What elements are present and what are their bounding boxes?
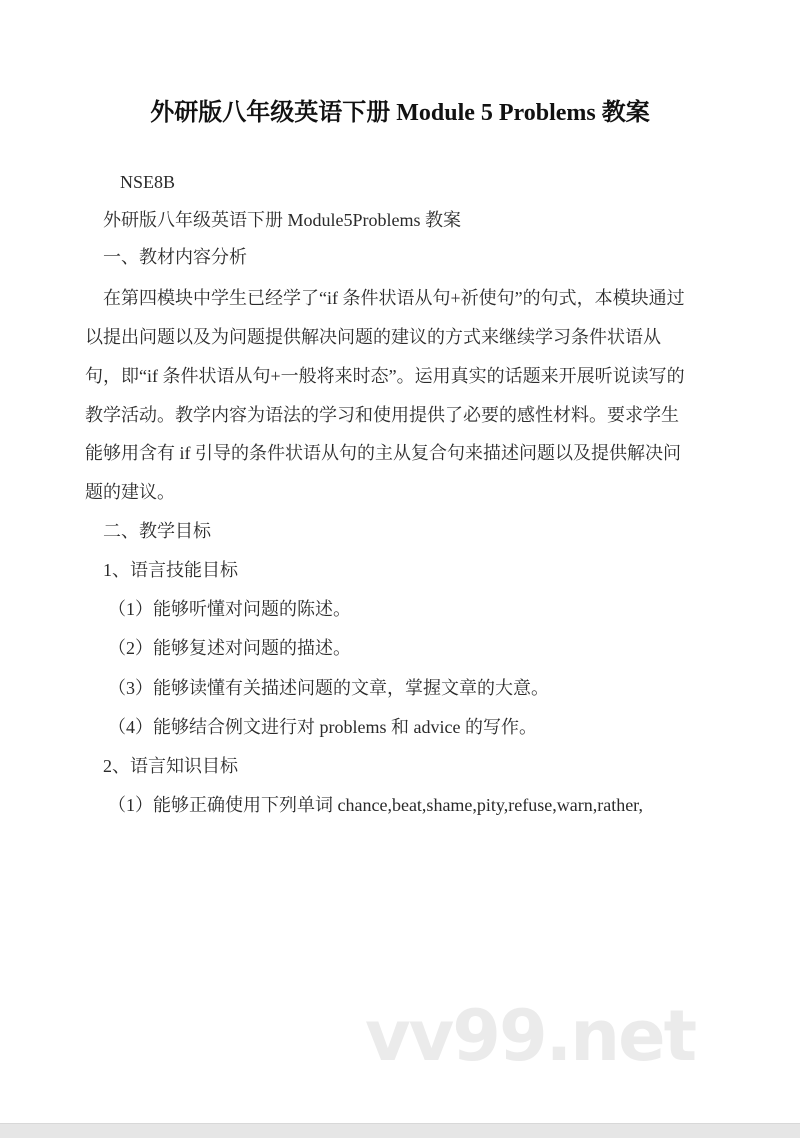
document-title: 外研版八年级英语下册 Module 5 Problems 教案: [150, 100, 650, 126]
section-heading: 二、教学目标: [103, 521, 211, 541]
section-heading: 一、教材内容分析: [103, 247, 247, 267]
paragraph-line: 能够用含有 if 引导的条件状语从句的主从复合句来描述问题以及提供解决问: [85, 443, 681, 463]
list-item: （1）能够正确使用下列单词 chance,beat,shame,pity,refuse,warn,rather,: [108, 795, 643, 815]
document-code: NSE8B: [120, 172, 176, 192]
list-item: （3）能够读懂有关描述问题的文章，掌握文章的大意。: [108, 678, 549, 698]
list-item: （4）能够结合例文进行对 problems 和 advice 的写作。: [108, 717, 537, 737]
paragraph-line: 句，即“if 条件状语从句+一般将来时态”。运用真实的话题来开展听说读写的: [85, 366, 685, 386]
subsection-heading: 1、语言技能目标: [103, 560, 238, 580]
list-item: （1）能够听懂对问题的陈述。: [108, 599, 351, 619]
page-bottom-edge: [0, 1123, 800, 1138]
paragraph-line: 在第四模块中学生已经学了“if 条件状语从句+祈使句”的句式，本模块通过: [103, 288, 685, 308]
paragraph-line: 教学活动。教学内容为语法的学习和使用提供了必要的感性材料。要求学生: [85, 405, 679, 425]
document-subtitle: 外研版八年级英语下册 Module5Problems 教案: [103, 210, 461, 230]
paragraph-line: 题的建议。: [85, 482, 175, 502]
list-item: （2）能够复述对问题的描述。: [108, 638, 351, 658]
watermark: vv99.net: [365, 995, 696, 1077]
subsection-heading: 2、语言知识目标: [103, 756, 238, 776]
paragraph-line: 以提出问题以及为问题提供解决问题的建议的方式来继续学习条件状语从: [85, 327, 661, 347]
